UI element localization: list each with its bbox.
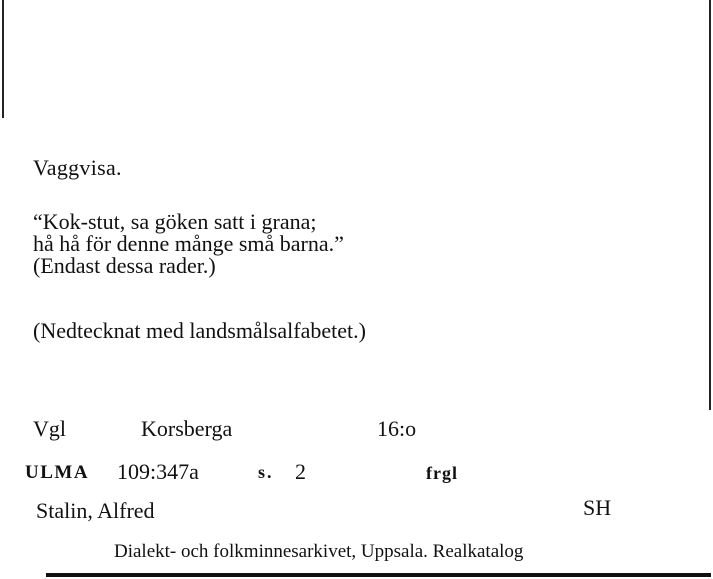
category-code: frgl	[426, 463, 458, 483]
page-label: s.	[258, 462, 274, 482]
accession-number: 109:347a	[117, 459, 199, 484]
recorder-initials: SH	[583, 495, 612, 520]
record-number: 16:o	[377, 416, 417, 441]
card-left-edge	[2, 0, 4, 118]
place-name: Korsberga	[141, 416, 233, 441]
archive-code: ULMA	[25, 462, 90, 483]
card-right-edge	[709, 0, 711, 410]
recorder-name: Stalin, Alfred	[36, 498, 155, 523]
verse-line: hå hå för denne månge små barna.”	[33, 231, 344, 256]
record-title: Vaggvisa.	[33, 155, 122, 180]
page-number: 2	[295, 459, 306, 484]
archive-footer: Dialekt- och folkminnesarkivet, Uppsala. Realkatalog	[114, 541, 524, 562]
verse-line: (Endast dessa rader.)	[33, 253, 216, 278]
transcription-note: (Nedtecknat med landsmålsalfabetet.)	[33, 318, 366, 343]
verse-line: “Kok-stut, sa göken satt i grana;	[33, 209, 317, 234]
card-bottom-edge	[46, 573, 711, 577]
province-code: Vgl	[33, 416, 66, 441]
verse-block	[33, 211, 344, 277]
